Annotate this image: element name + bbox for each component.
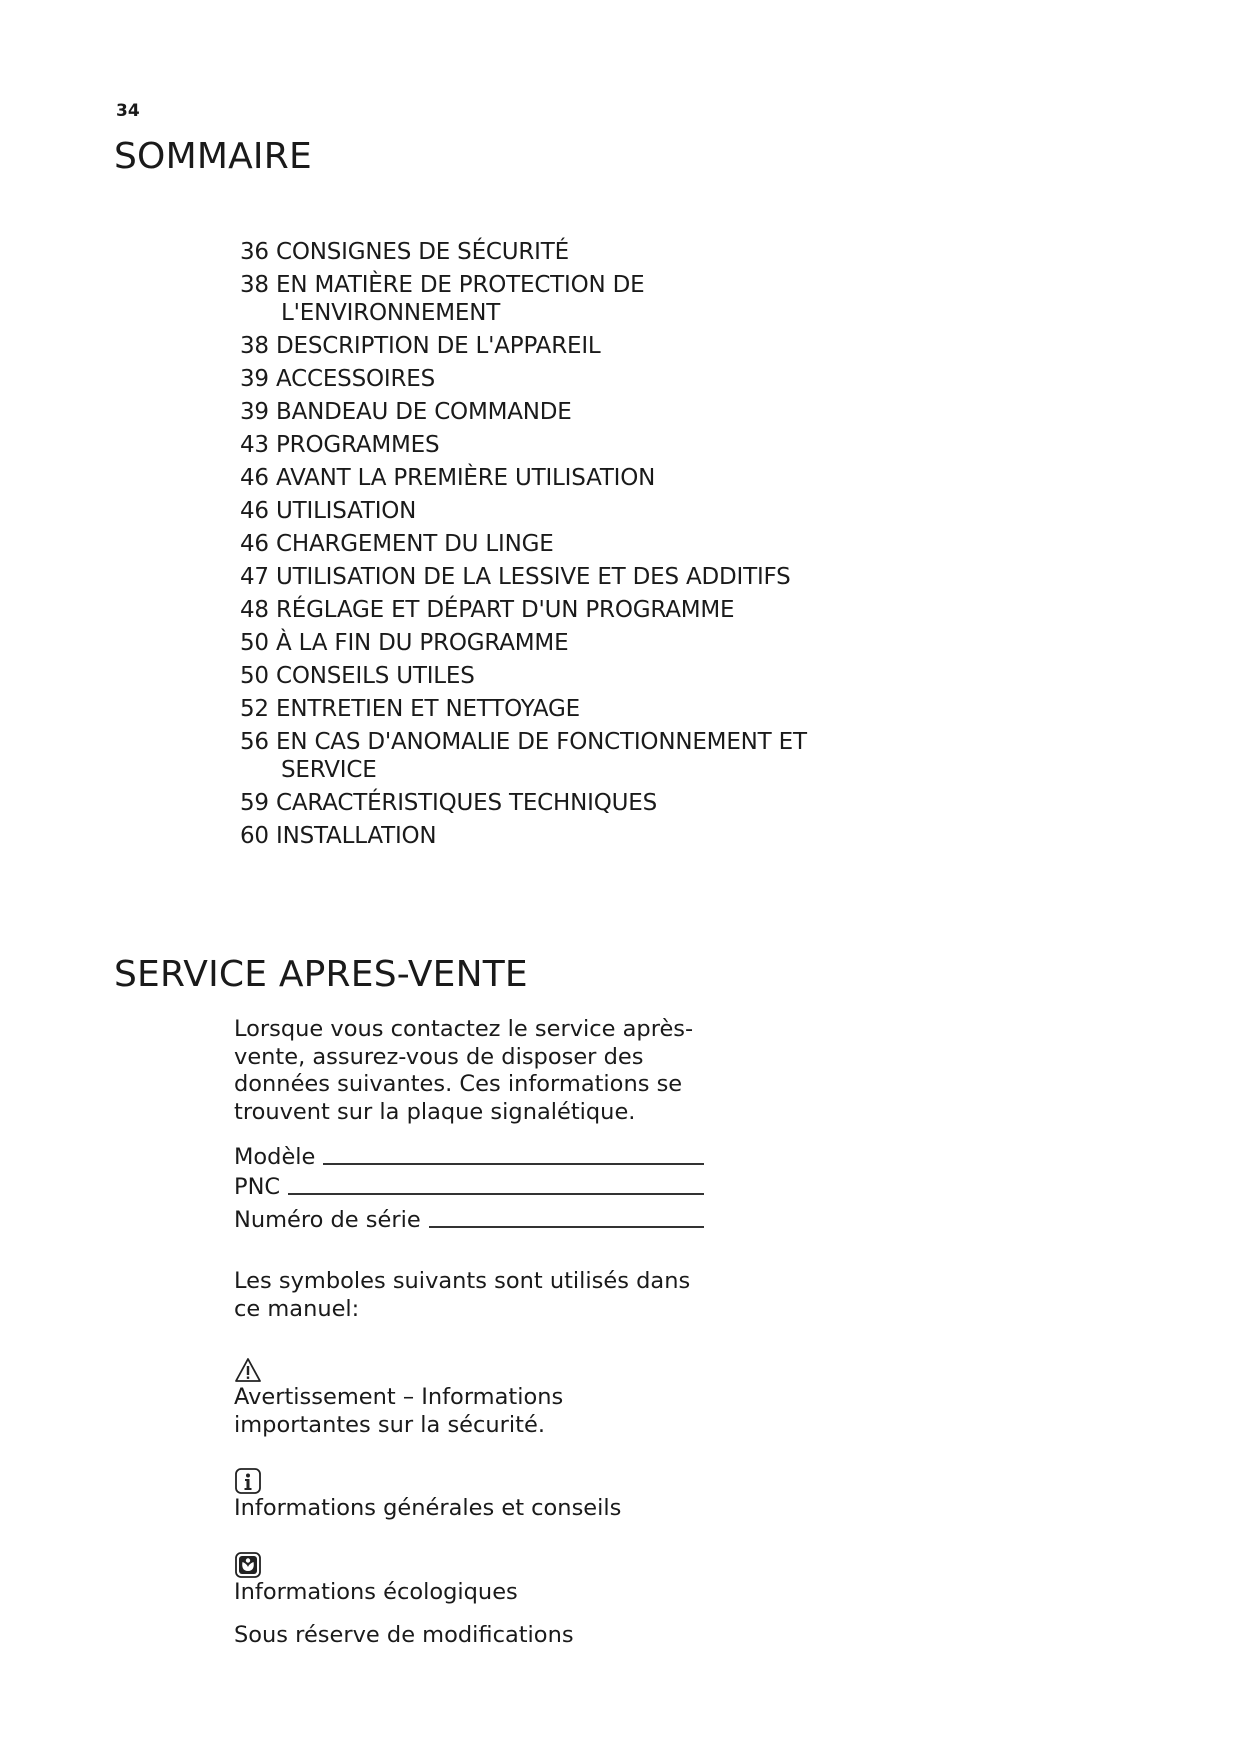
toc-entry[interactable]: [240, 271, 940, 327]
pnc-blank-line: [288, 1193, 704, 1195]
toc-entry-title: ENTRETIEN ET NETTOYAGE: [276, 696, 580, 722]
toc-page: 60: [240, 823, 269, 849]
symbols-intro: Les symboles suivants sont utilisés dans ce manuel:: [234, 1268, 691, 1322]
toc-entry-title: EN MATIÈRE DE PROTECTION DE: [276, 272, 645, 298]
warning-icon: [234, 1356, 262, 1384]
toc-entry[interactable]: [240, 238, 940, 266]
toc-page: 36: [240, 239, 269, 265]
toc-entry-title: À LA FIN DU PROGRAMME: [276, 630, 569, 656]
toc-page: 59: [240, 790, 269, 816]
toc-page: 48: [240, 597, 269, 623]
toc-page: 47: [240, 564, 269, 590]
info-icon: [234, 1467, 262, 1495]
serial-blank-line: [429, 1226, 704, 1228]
service-intro: Lorsque vous contactez le service après-vente, assurez-vous de disposer des données suivantes. Ces informations se trouvent sur la plaque signalétique.: [234, 1016, 694, 1125]
toc-entry[interactable]: [240, 464, 940, 492]
toc-entry[interactable]: [240, 332, 940, 360]
toc-entry[interactable]: [240, 563, 940, 591]
serial-label: Numéro de série: [234, 1206, 421, 1233]
toc-entry-title: UTILISATION DE LA LESSIVE ET DES ADDITIFS: [276, 564, 791, 590]
toc-page: 50: [240, 663, 269, 689]
eco-icon: [234, 1551, 262, 1579]
toc-page: 38: [240, 333, 269, 359]
pnc-label: PNC: [234, 1173, 281, 1200]
toc-entry-title: PROGRAMMES: [276, 432, 440, 458]
toc-entry-title: INSTALLATION: [276, 823, 437, 849]
model-field: [234, 1140, 704, 1171]
toc-page: 38: [240, 272, 269, 298]
footer-note: Sous réserve de modifications: [234, 1622, 574, 1648]
toc-entry-title: CARACTÉRISTIQUES TECHNIQUES: [276, 790, 657, 816]
toc-entry[interactable]: [240, 596, 940, 624]
warning-text: Avertissement – Informations importantes sur la sécurité.: [234, 1384, 564, 1438]
toc-entry-title: CONSIGNES DE SÉCURITÉ: [276, 239, 569, 265]
toc-entry-title: CONSEILS UTILES: [276, 663, 475, 689]
toc-page: 46: [240, 531, 269, 557]
toc-entry-title: DESCRIPTION DE L'APPAREIL: [276, 333, 601, 359]
toc-entry[interactable]: [240, 398, 940, 426]
pnc-field: [234, 1171, 704, 1201]
toc-entry[interactable]: [240, 695, 940, 723]
toc-page: 43: [240, 432, 269, 458]
model-blank-line: [323, 1163, 704, 1165]
toc-page: 52: [240, 696, 269, 722]
toc-entry[interactable]: [240, 431, 940, 459]
toc-entry-title: BANDEAU DE COMMANDE: [276, 399, 572, 425]
toc-entry[interactable]: [240, 789, 940, 817]
service-section: [234, 1016, 704, 1650]
toc-entry[interactable]: [240, 629, 940, 657]
toc-page: 39: [240, 366, 269, 392]
toc-entry-title: ACCESSOIRES: [276, 366, 435, 392]
eco-symbol-block: [234, 1551, 704, 1607]
toc-entry-title: CHARGEMENT DU LINGE: [276, 531, 554, 557]
toc-page: 50: [240, 630, 269, 656]
info-text: Informations générales et conseils: [234, 1495, 622, 1521]
eco-text: Informations écologiques: [234, 1578, 518, 1605]
toc-page: 46: [240, 498, 269, 524]
toc-entry[interactable]: [240, 497, 940, 525]
toc-title: SOMMAIRE: [114, 136, 312, 177]
serial-field: [234, 1201, 704, 1234]
warning-symbol-block: [234, 1356, 704, 1439]
toc-entry[interactable]: [240, 530, 940, 558]
toc-entry-continuation: SERVICE: [281, 757, 377, 783]
toc-entry-title: UTILISATION: [276, 498, 417, 524]
service-title: SERVICE APRES-VENTE: [114, 954, 528, 995]
toc-entry[interactable]: [240, 662, 940, 690]
toc-entry[interactable]: [240, 728, 940, 784]
info-symbol-block: [234, 1467, 704, 1523]
model-label: Modèle: [234, 1143, 316, 1170]
toc-entry-title: AVANT LA PREMIÈRE UTILISATION: [276, 465, 656, 491]
toc-entry-title: EN CAS D'ANOMALIE DE FONCTIONNEMENT ET: [276, 729, 807, 755]
toc-page: 56: [240, 729, 269, 755]
page-number: 34: [116, 101, 140, 121]
toc-entry-title: RÉGLAGE ET DÉPART D'UN PROGRAMME: [276, 597, 735, 623]
table-of-contents: [240, 238, 940, 855]
toc-page: 46: [240, 465, 269, 491]
toc-entry-continuation: L'ENVIRONNEMENT: [281, 300, 501, 326]
toc-entry[interactable]: [240, 365, 940, 393]
toc-entry[interactable]: [240, 822, 940, 850]
toc-page: 39: [240, 399, 269, 425]
